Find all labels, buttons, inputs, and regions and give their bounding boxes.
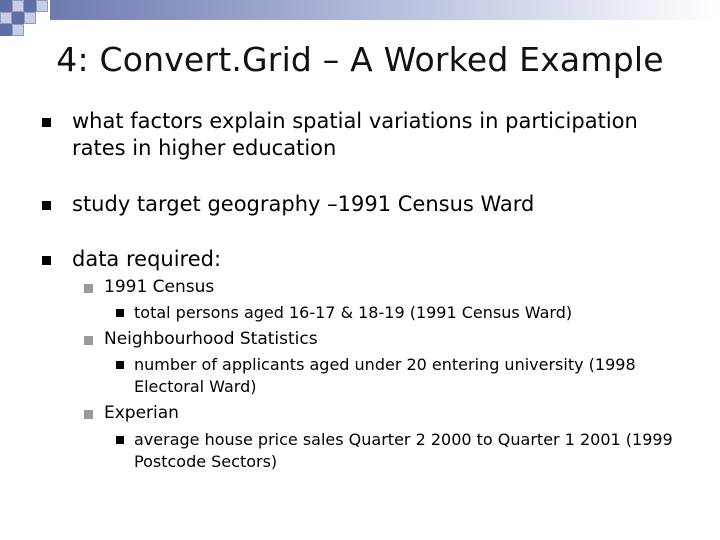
deco-square <box>0 24 12 36</box>
detail-text: average house price sales Quarter 2 2000 to Quarter 1 2001 (1999 Postcode Sectors) <box>134 430 673 471</box>
deco-square <box>12 12 24 24</box>
deco-square <box>0 0 12 12</box>
bullet-text: data required: <box>72 247 222 271</box>
detail-text: number of applicants aged under 20 entering university (1998 Electoral Ward) <box>134 355 636 396</box>
deco-square <box>12 0 24 12</box>
sub-bullet-text: Experian <box>104 403 179 423</box>
detail-bullet-marker <box>116 309 124 317</box>
header-decoration <box>0 0 720 40</box>
sub-bullet-marker <box>84 336 93 345</box>
bullet-marker <box>42 256 51 265</box>
bullet-marker <box>42 118 51 127</box>
deco-square <box>0 12 12 24</box>
sub-bullet-text: 1991 Census <box>104 277 215 297</box>
deco-square <box>36 0 48 12</box>
detail-bullet-marker <box>116 436 124 444</box>
slide-title: 4: Convert.Grid – A Worked Example <box>56 40 664 79</box>
detail-bullet-marker <box>116 361 124 369</box>
sub-bullet-text: Neighbourhood Statistics <box>104 329 318 349</box>
sub-bullet-marker <box>84 284 93 293</box>
deco-square <box>24 0 36 12</box>
sub-bullet-marker <box>84 410 93 419</box>
header-gradient-bar <box>50 0 720 20</box>
bullet-text: study target geography –1991 Census Ward <box>72 192 535 216</box>
bullet-text: what factors explain spatial variations in participation rates in higher education <box>72 109 638 160</box>
detail-text: total persons aged 16-17 & 18-19 (1991 Census Ward) <box>134 303 573 322</box>
deco-square <box>12 24 24 36</box>
bullet-marker <box>42 201 51 210</box>
deco-square <box>24 12 36 24</box>
